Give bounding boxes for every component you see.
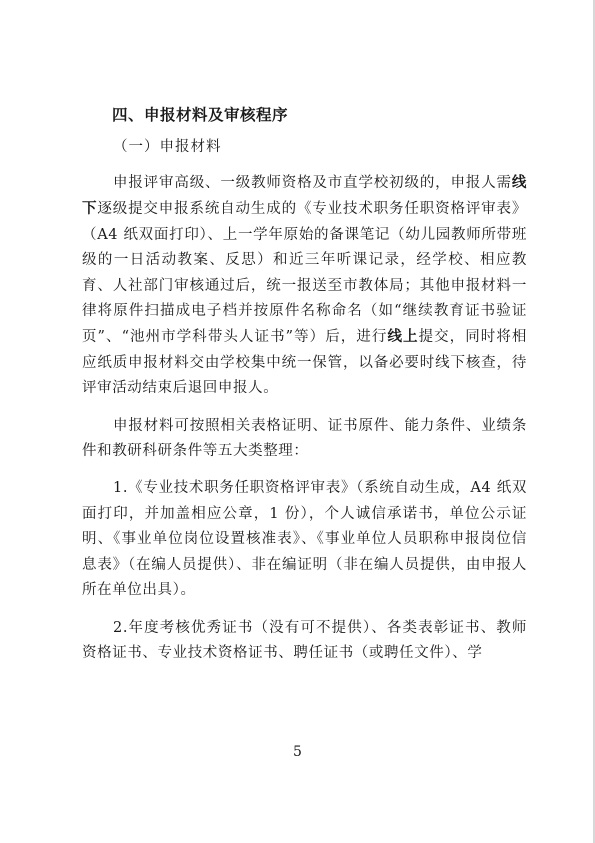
paragraph-text: 提交，同时将相应纸质申报材料交由学校集中统一保管，以备必要时线下核查，待评审活动结束后退回申报人。: [82, 329, 528, 397]
paragraph-item-2: 2.年度考核优秀证书（没有可不提供）、各类表彰证书、教师资格证书、专业技术资格证书、聘任证书（或聘任文件）、学: [82, 619, 527, 661]
paragraph-material-categories: 申报材料可按照相关表格证明、证书原件、能力条件、业绩条件和教研科研条件等五大类整理：: [82, 417, 527, 460]
section-heading: 四、申报材料及审核程序: [112, 106, 289, 124]
document-body: [82, 104, 527, 678]
paragraph-text: 申报评审高级、一级教师资格及市直学校初级的，申报人需: [113, 175, 512, 191]
emphasis-offline: 线下: [82, 174, 527, 218]
page-number: 5: [293, 744, 302, 760]
paragraph-submission-process: [82, 170, 527, 402]
paragraph-item-1: 1.《专业技术职务任职资格评审表》（系统自动生成，A4 纸双面打印，并加盖相应公章，1 份），个人诚信承诺书，单位公示证明、《事业单位岗位设置核准表》、《事业单位人员职称申报岗位信息表》（在编人员提供）、非在编证明（非在编人员提供，由申报人所在单位出具）。: [82, 480, 527, 599]
subsection-heading: （一）申报材料: [113, 139, 222, 155]
emphasis-online: 线上: [387, 328, 419, 346]
paragraph-text: 逐级提交申报系统自动生成的《专业技术职务任职资格评审表》（A4 纸双面打印）、上一学年原始的备课笔记（幼儿园教师所带班级的一日活动教案、反思）和近三年听课记录，经学校、相应教育、人社部门审核通过后，统一报送至市教体局；其他申报材料一律将原件扫描成电子档并按原件名称命名（如“继续教育证书验证页”、“池州市学科带头人证书”等）后，进行: [82, 201, 527, 346]
